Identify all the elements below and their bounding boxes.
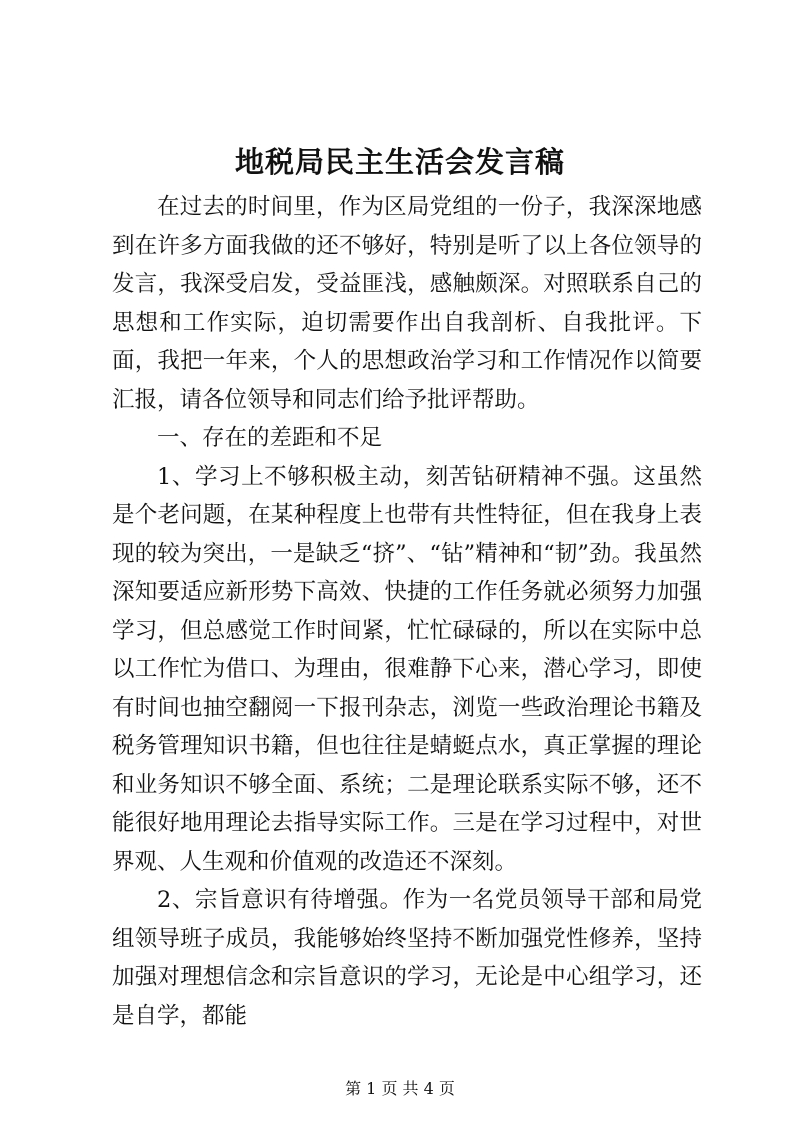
paragraph-point-1: 1、学习上不够积极主动，刻苦钻研精神不强。这虽然是个老问题，在某种程度上也带有共性特征，但在我身上表现的较为突出，一是缺乏“挤”、“钻”精神和“韧”劲。我虽然深知要适应新形势下高效、快捷的工作任务就必须努力加强学习，但总感觉工作时间紧，忙忙碌碌的，所以在实际中总以工作忙为借口、为理由，很难静下心来，潜心学习，即使有时间也抽空翻阅一下报刊杂志，浏览一些政治理论书籍及税务管理知识书籍，但也往往是蜻蜓点水，真正掌握的理论和业务知识不够全面、系统；二是理论联系实际不够，还不能很好地用理论去指导实际工作。三是在学习过程中，对世界观、人生观和价值观的改造还不深刻。 xyxy=(112,463,702,875)
paragraph-intro: 在过去的时间里，作为区局党组的一份子，我深深地感到在许多方面我做的还不够好，特别是听了以上各位领导的发言，我深受启发，受益匪浅，感触颇深。对照联系自己的思想和工作实际，迫切需要作出自我剖析、自我批评。下面，我把一年来，个人的思想政治学习和工作情况作以简要汇报，请各位领导和同志们给予批评帮助。 xyxy=(112,194,702,413)
document-body xyxy=(112,188,702,1035)
document-title: 地税局民主生活会发言稿 xyxy=(234,145,565,179)
paragraph-point-2: 2、宗旨意识有待增强。作为一名党员领导干部和局党组领导班子成员，我能够始终坚持不断加强党性修养，坚持加强对理想信念和宗旨意识的学习，无论是中心组学习，还是自学，都能 xyxy=(112,887,702,1029)
section-heading: 一、存在的差距和不足 xyxy=(157,425,383,451)
page-number-footer: 第 1 页 共 4 页 xyxy=(345,1079,455,1098)
